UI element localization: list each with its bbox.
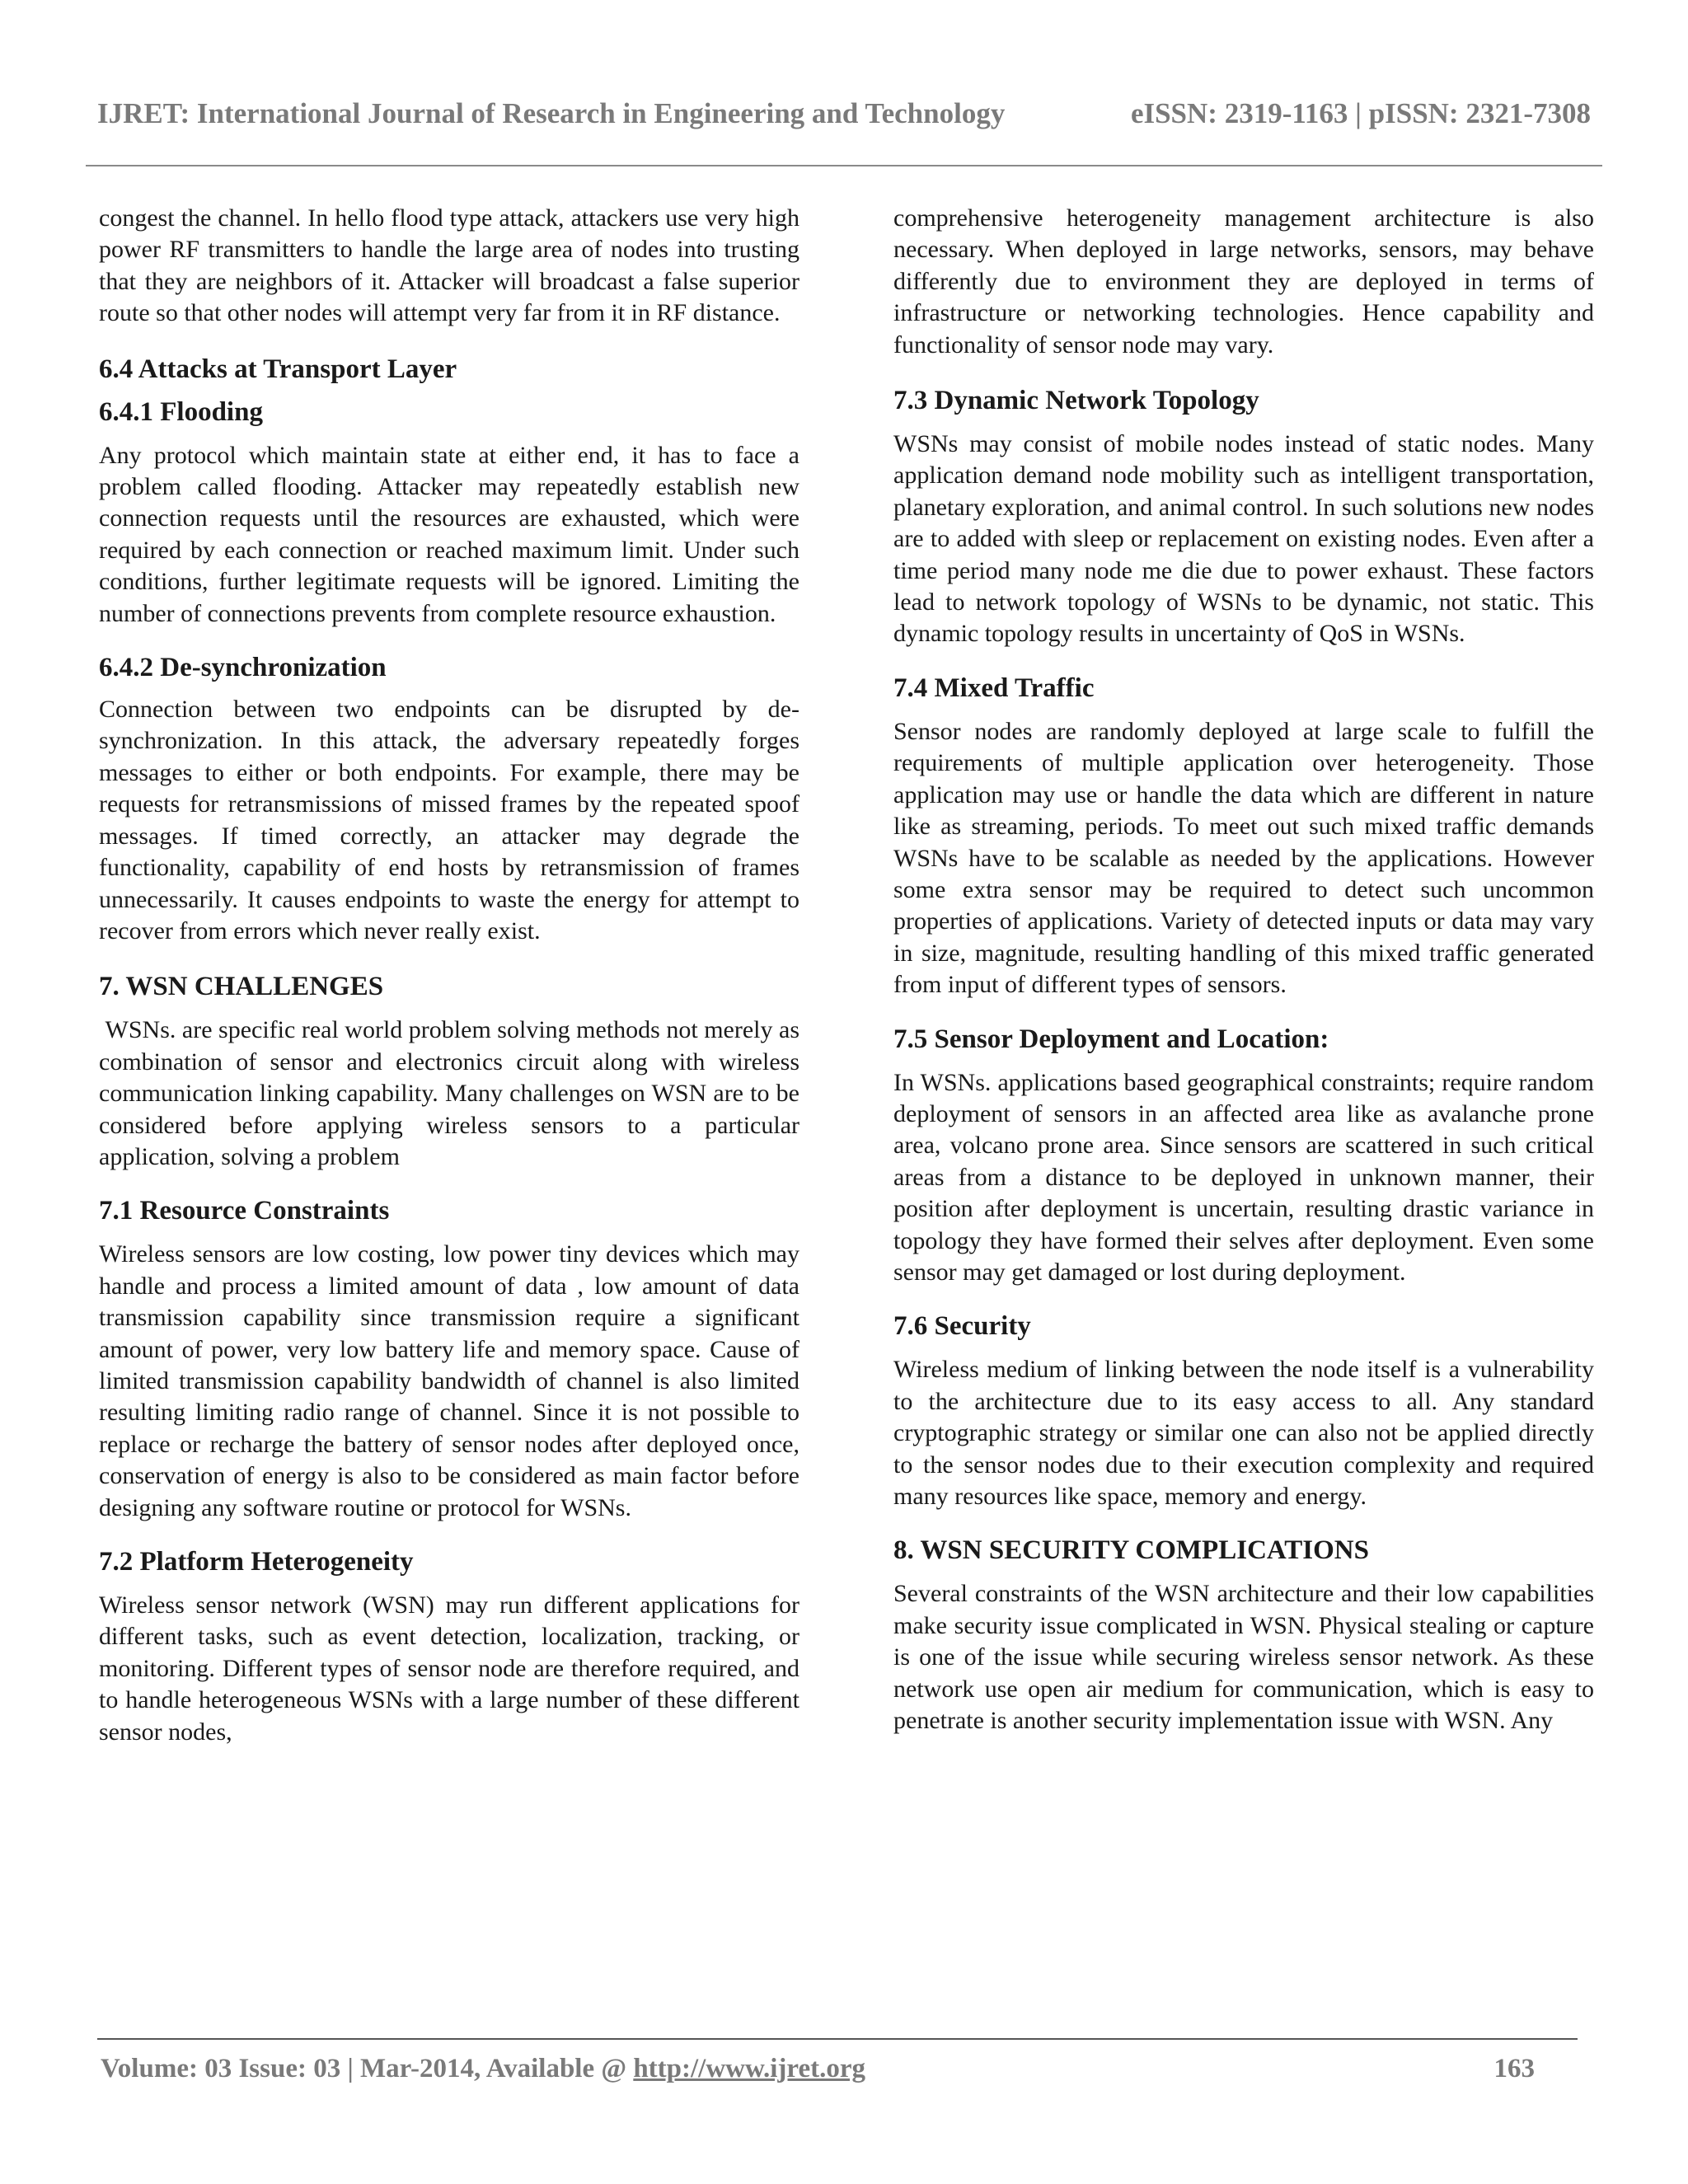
footer-volume: Volume: 03 Issue: 03 | Mar-2014, Available @: [101, 2054, 634, 2083]
heading-8: 8. WSN SECURITY COMPLICATIONS: [893, 1535, 1369, 1566]
journal-website-link[interactable]: http://www.ijret.org: [633, 2054, 865, 2083]
heading-7-4: 7.4 Mixed Traffic: [893, 673, 1095, 703]
header-divider: [86, 165, 1602, 166]
heading-6-4: 6.4 Attacks at Transport Layer: [99, 354, 457, 384]
footer-divider: [97, 2038, 1578, 2040]
page-number: 163: [1493, 2054, 1535, 2083]
right-column: [893, 203, 1594, 1736]
paragraph-mixed-traffic: Sensor nodes are randomly deployed at large scale to fulfill the requirements of multiple application over heterogeneity. Those application may use or handle the data which are different in nature like as streaming, periods. To meet out such mixed traffic demands WSNs have to be scalable as needed by the applications. However some extra sensor may be required to detect such uncommon properties of applications. Variety of detected inputs or data may vary in size, magnitude, resulting handling of this mixed traffic generated from input of different types of sensors.: [893, 717, 1594, 999]
heading-7-6: 7.6 Security: [893, 1311, 1031, 1342]
paragraph-platform-continued: comprehensive heterogeneity management architecture is also necessary. When deployed in large networks, sensors, may behave differently due to environment they are deployed in terms of infrastructure or networking technologies. Hence capability and functionality of sensor node may vary.: [893, 204, 1594, 359]
paragraph-deployment: In WSNs. applications based geographical constraints; require random deployment of sensors in an affected area like as avalanche prone area, volcano prone area. Since sensors are scattered in such critical areas from a distance to be deployed in unknown manner, their position after deployment is uncertain, resulting drastic variance in topology they have formed their selves after deployment. Even some sensor may get damaged or lost during deployment.: [893, 1068, 1594, 1286]
running-header: [97, 97, 1591, 138]
heading-6-4-1: 6.4.1 Flooding: [99, 396, 263, 427]
heading-6-4-2: 6.4.2 De-synchronization: [99, 653, 387, 683]
heading-7-5: 7.5 Sensor Deployment and Location:: [893, 1024, 1329, 1054]
left-column: [99, 203, 806, 1748]
issn-numbers: eISSN: 2319-1163 | pISSN: 2321-7308: [1130, 97, 1591, 129]
paragraph-security: Wireless medium of linking between the node itself is a vulnerability to the architecture due to its easy access to all. Any standard cryptographic strategy or similar one can also not be applied directly to the sensor nodes due to their execution complexity and required many resources like space, memory and energy.: [893, 1356, 1594, 1510]
heading-7-3: 7.3 Dynamic Network Topology: [893, 386, 1259, 416]
paragraph-desync: Connection between two endpoints can be disrupted by de-synchronization. In this attack, the adversary repeatedly forges messages to either or both endpoints. For example, there may be requests for retransmissions of missed frames by the repeated spoof messages. If timed correctly, an attacker may degrade the functionality, capability of end hosts by retransmission of frames unnecessarily. It causes endpoints to waste the energy for attempt to recover from errors which never really exist.: [99, 696, 799, 944]
paragraph-flooding: Any protocol which maintain state at either end, it has to face a problem called flooding. Attacker may repeatedly establish new connection requests until the resources are exhausted, which were required by each connection or reached maximum limit. Under such conditions, further legitimate requests will be ignored. Limiting the number of connections prevents from complete resource exhaustion.: [99, 441, 799, 627]
heading-7-2: 7.2 Platform Heterogeneity: [99, 1547, 414, 1577]
page-footer: [101, 2054, 1535, 2090]
paragraph-platform: Wireless sensor network (WSN) may run different applications for different tasks, such as event detection, localization, tracking, or monitoring. Different types of sensor node are therefore required, and to handle heterogeneous WSNs with a large number of these different sensor nodes,: [99, 1591, 799, 1746]
paragraph-complications: Several constraints of the WSN architecture and their low capabilities make security issue complicated in WSN. Physical stealing or capture is one of the issue while securing wireless sensor network. As these network use open air medium for communication, which is easy to penetrate is another security implementation issue with WSN. Any: [893, 1580, 1594, 1735]
heading-7: 7. WSN CHALLENGES: [99, 972, 384, 1002]
heading-7-1: 7.1 Resource Constraints: [99, 1196, 390, 1226]
paragraph-hello-flood: congest the channel. In hello flood type attack, attackers use very high power RF transmitters to handle the large area of nodes into trusting that they are neighbors of it. Attacker will broadcast a false superior route so that other nodes will attempt very far from it in RF distance.: [99, 204, 799, 327]
paragraph-resource: Wireless sensors are low costing, low power tiny devices which may handle and process a limited amount of data , low amount of data transmission capability since transmission require a significant amount of power, very low battery life and memory space. Cause of limited transmission capability bandwidth of channel is also limited resulting limiting radio range of channel. Since it is not possible to replace or recharge the battery of sensor nodes after deployed once, conservation of energy is also to be considered as main factor before designing any software routine or protocol for WSNs.: [99, 1240, 799, 1521]
journal-title: IJRET: International Journal of Research in Engineering and Technology: [97, 97, 1006, 129]
paragraph-dynamic-topology: WSNs may consist of mobile nodes instead of static nodes. Many application demand node mobility such as intelligent transportation, planetary exploration, and animal control. In such solutions new nodes are to added with sleep or replacement on existing nodes. Even after a time period many node me die due to power exhaust. These factors lead to network topology of WSNs to be dynamic, not static. This dynamic topology results in uncertainty of QoS in WSNs.: [893, 430, 1594, 648]
paragraph-challenges: WSNs. are specific real world problem solving methods not merely as combination of sensor and electronics circuit along with wireless communication linking capability. Many challenges on WSN are to be considered before applying wireless sensors to a particular application, solving a problem: [99, 1016, 806, 1170]
